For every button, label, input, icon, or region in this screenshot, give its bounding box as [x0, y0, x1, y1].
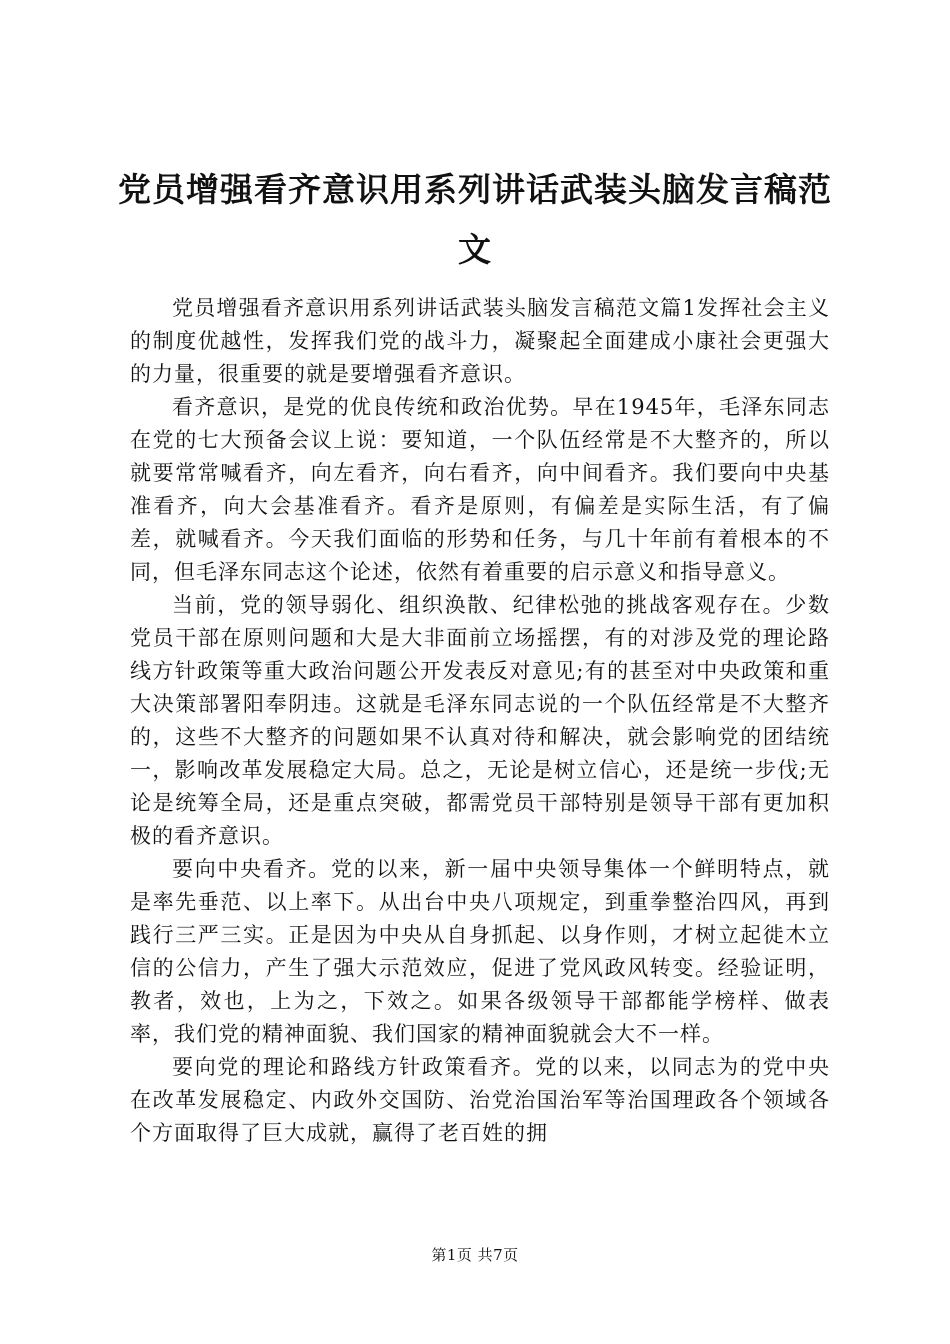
- page-footer: 第1页 共7页: [431, 1246, 519, 1264]
- paragraph: 当前，党的领导弱化、组织涣散、纪律松弛的挑战客观存在。少数党员干部在原则问题和大是大非面前立场摇摆，有的对涉及党的理论路线方针政策等重大政治问题公开发表反对意见;有的甚至对中央政策和重大决策部署阳奉阴违。这就是毛泽东同志说的一个队伍经常是不大整齐的，这些不大整齐的问题如果不认真对待和解决，就会影响党的团结统一，影响改革发展稳定大局。总之，无论是树立信心，还是统一步伐;无论是统筹全局，还是重点突破，都需党员干部特别是领导干部有更加积极的看齐意识。: [130, 593, 830, 848]
- paragraph: 要向党的理论和路线方针政策看齐。党的以来，以同志为的党中央在改革发展稳定、内政外交国防、治党治国治军等治国理政各个领域各个方面取得了巨大成就，赢得了老百姓的拥: [130, 1055, 830, 1145]
- document-title: 党员增强看齐意识用系列讲话武装头脑发言稿范文: [118, 170, 832, 269]
- paragraph: 要向中央看齐。党的以来，新一届中央领导集体一个鲜明特点，就是率先垂范、以上率下。从出台中央八项规定，到重拳整治四风，再到践行三严三实。正是因为中央从自身抓起、以身作则，才树立起徙木立信的公信力，产生了强大示范效应，促进了党风政风转变。经验证明，教者，效也，上为之，下效之。如果各级领导干部都能学榜样、做表率，我们党的精神面貌、我们国家的精神面貌就会大不一样。: [130, 857, 830, 1046]
- paragraph: 看齐意识，是党的优良传统和政治优势。早在1945年，毛泽东同志在党的七大预备会议上说：要知道，一个队伍经常是不大整齐的，所以就要常常喊看齐，向左看齐，向右看齐，向中间看齐。我们要向中央基准看齐，向大会基准看齐。看齐是原则，有偏差是实际生活，有了偏差，就喊看齐。今天我们面临的形势和任务，与几十年前有着根本的不同，但毛泽东同志这个论述，依然有着重要的启示意义和指导意义。: [130, 395, 830, 584]
- paragraph: 党员增强看齐意识用系列讲话武装头脑发言稿范文篇1发挥社会主义的制度优越性，发挥我们党的战斗力，凝聚起全面建成小康社会更强大的力量，很重要的就是要增强看齐意识。: [130, 296, 830, 386]
- document-body: [130, 292, 830, 1150]
